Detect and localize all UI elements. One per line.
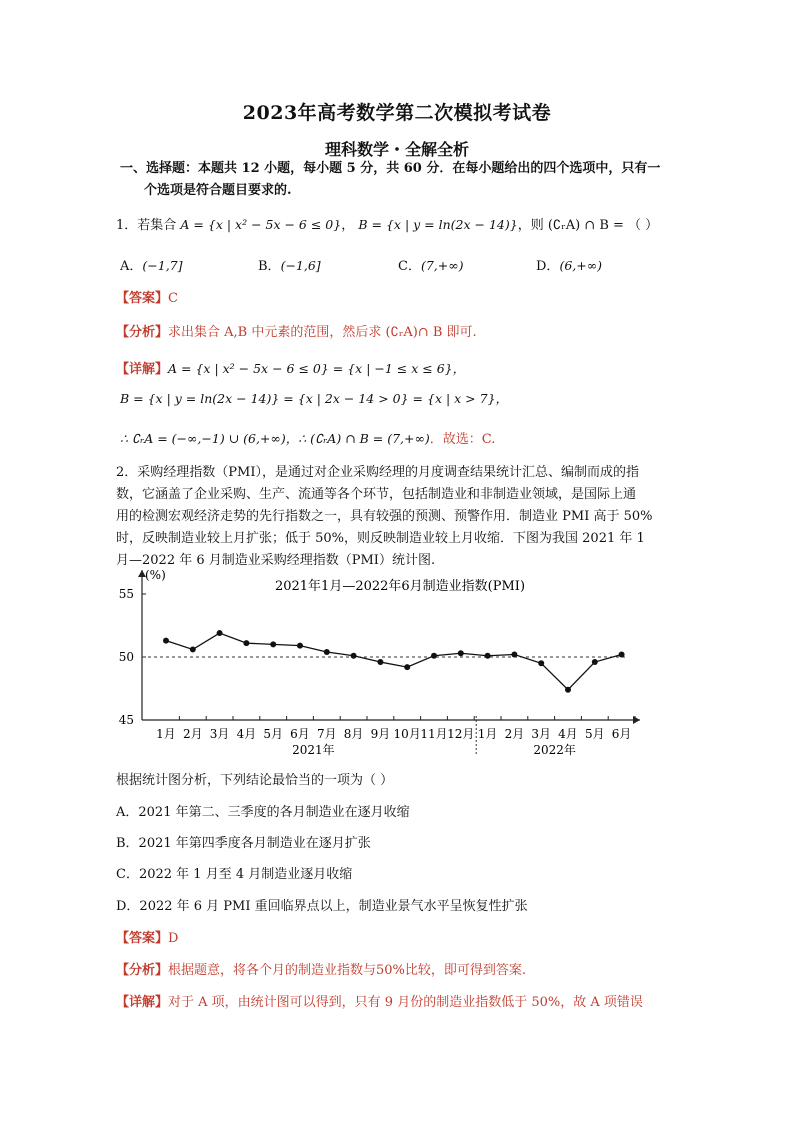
q1-option-c-label: C．	[398, 259, 421, 274]
pmi-data-point	[458, 650, 464, 656]
x-tick-label: 3月	[531, 727, 552, 741]
pmi-data-point	[511, 651, 517, 657]
q1-option-d	[536, 255, 602, 274]
pmi-line-chart	[100, 560, 660, 760]
q2-answer-value: D	[168, 931, 179, 946]
q2-question: 根据统计图分析，下列结论最恰当的一项为（ ）	[116, 773, 394, 788]
page-title: 2023年高考数学第二次模拟考试卷	[242, 102, 552, 124]
q1-option-c	[398, 255, 464, 274]
pmi-data-point	[404, 664, 410, 670]
pmi-data-point	[431, 653, 437, 659]
q1-answer-tag: 【答案】	[116, 291, 169, 306]
q2-detail-tag: 【详解】	[116, 995, 169, 1010]
q1-analysis	[116, 322, 477, 344]
pmi-data-point	[485, 653, 491, 659]
pmi-series-line	[166, 633, 622, 690]
q2-analysis-tag: 【分析】	[116, 963, 169, 978]
q1-option-a-label: A．	[120, 259, 143, 274]
q2-analysis	[116, 960, 526, 982]
pmi-data-point	[217, 630, 223, 636]
q1-detail-tag: 【详解】	[116, 362, 169, 377]
x-tick-label: 6月	[611, 727, 632, 741]
section-instruction-line1: 一、选择题：本题共 12 小题，每小题 5 分，共 60 分．在每小题给出的四个选项中，只有一	[120, 161, 661, 176]
chart-y-axis-unit: (%)	[145, 568, 166, 582]
q1-set-b: B = {x | y = ln(2x − 14)}	[358, 217, 518, 232]
q1-option-d-label: D．	[536, 259, 560, 274]
x-tick-label: 2月	[182, 727, 203, 741]
chart-title: 2021年1月—2022年6月制造业指数(PMI)	[274, 579, 526, 594]
y-tick-label: 45	[118, 713, 134, 727]
q2-detail-text: 对于 A 项，由统计图可以得到，只有 9 月份的制造业指数低于 50%，故 A 项错误	[168, 995, 643, 1010]
x-tick-label: 5月	[263, 727, 284, 741]
x-tick-label: 7月	[316, 727, 337, 741]
x-axis-arrow	[633, 716, 640, 724]
pmi-data-point	[538, 660, 544, 666]
pmi-data-point	[163, 638, 169, 644]
q1-analysis-tag: 【分析】	[116, 325, 169, 340]
q2-detail	[116, 992, 643, 1014]
q2-option-b: B．2021 年第四季度各月制造业在逐月扩张	[116, 836, 371, 851]
pmi-data-point	[324, 649, 330, 655]
page-subtitle: 理科数学・全解全析	[324, 140, 469, 159]
x-tick-label: 12月	[447, 727, 475, 741]
q1-ask: ，则 (∁ᵣA) ∩ B = （ ）	[517, 218, 659, 233]
q2-stem-line3: 用的检测宏观经济走势的先行指数之一，具有较强的预测、预警作用．制造业 PMI 高于 50%	[116, 509, 653, 524]
x-tick-label: 1月	[156, 727, 176, 741]
q1-answer-value: C	[168, 291, 178, 306]
x-tick-label: 5月	[584, 727, 605, 741]
q1-option-b-label: B．	[258, 259, 281, 274]
q1-detail3-end: ．故选：C.	[429, 432, 496, 447]
q2-option-c: C．2022 年 1 月至 4 月制造业逐月收缩	[116, 867, 353, 882]
section-instruction-line2: 个选项是符合题目要求的.	[144, 183, 292, 198]
y-tick-label: 55	[118, 587, 134, 601]
q1-stem-prefix: 1．若集合	[116, 218, 177, 233]
q2-analysis-text: 根据题意，将各个月的制造业指数与50%比较，即可得到答案.	[168, 963, 527, 978]
x-tick-label: 4月	[236, 727, 257, 741]
q2-answer	[116, 928, 178, 950]
pmi-data-point	[619, 651, 625, 657]
q1-option-b-value: (−1,6]	[280, 258, 321, 273]
x-tick-label: 6月	[290, 727, 310, 741]
q1-detail-line2: B = {x | y = ln(2x − 14)} = {x | 2x − 14 > 0} = {x | x > 7}，	[120, 391, 509, 406]
x-tick-label: 4月	[558, 727, 578, 741]
pmi-data-point	[190, 646, 196, 652]
pmi-data-point	[243, 640, 249, 646]
q2-stem-line2: 数，它涵盖了企业采购、生产、流通等各个环节，包括制造业和非制造业领域，是国际上通	[116, 487, 637, 502]
pmi-data-point	[377, 659, 383, 665]
pmi-data-point	[297, 643, 303, 649]
q1-option-a	[120, 255, 183, 274]
x-tick-label: 11月	[420, 727, 448, 741]
q1-set-a: A = {x | x² − 5x − 6 ≤ 0}	[180, 217, 342, 232]
q2-stem-line5: 月—2022 年 6 月制造业采购经理指数（PMI）统计图.	[116, 553, 436, 568]
q1-detail1: A = {x | x² − 5x − 6 ≤ 0} = {x | −1 ≤ x ≤ 6}，	[168, 361, 466, 376]
chart-tick-labels	[119, 587, 632, 757]
x-tick-label: 9月	[370, 727, 391, 741]
q1-option-a-value: (−1,7]	[142, 258, 183, 273]
q2-answer-tag: 【答案】	[116, 931, 169, 946]
x-tick-label: 3月	[209, 727, 230, 741]
x-tick-label: 8月	[343, 727, 364, 741]
q1-stem	[116, 214, 658, 237]
x-tick-label: 10月	[393, 727, 421, 741]
q2-option-a: A．2021 年第二、三季度的各月制造业在逐月收缩	[116, 805, 410, 820]
q1-analysis-text: 求出集合 A,B 中元素的范围，然后求 (∁ᵣA)∩ B 即可.	[168, 325, 477, 340]
q1-detail-line1	[116, 358, 465, 381]
q1-detail3: ∴ ∁ᵣA = (−∞,−1) ∪ (6,+∞)，∴ (∁ᵣA) ∩ B = (7,+∞)	[120, 431, 430, 446]
y-tick-label: 50	[118, 650, 134, 664]
x-tick-label: 1月	[477, 727, 498, 741]
q1-separator: ，	[341, 218, 355, 233]
q2-stem-line4: 时，反映制造业较上月扩张；低于 50%，则反映制造业较上月收缩．下图为我国 2021 年 1	[116, 531, 645, 546]
pmi-data-point	[592, 659, 598, 665]
x-tick-label: 2月	[504, 727, 525, 741]
q1-detail-line3	[120, 428, 495, 451]
q1-option-c-value: (7,+∞)	[420, 258, 464, 273]
year-label-2021: 2021年	[292, 743, 335, 757]
q1-answer	[116, 288, 178, 310]
pmi-data-point	[351, 653, 357, 659]
pmi-data-point	[565, 687, 571, 693]
q1-option-d-value: (6,+∞)	[559, 258, 603, 273]
q2-option-d: D．2022 年 6 月 PMI 重回临界点以上，制造业景气水平呈恢复性扩张	[116, 899, 528, 914]
year-label-2022: 2022年	[533, 743, 576, 757]
chart-marks	[163, 630, 625, 693]
pmi-data-point	[270, 641, 276, 647]
q2-stem-line1: 2．采购经理指数（PMI），是通过对企业采购经理的月度调查结果统计汇总、编制而成的指	[116, 465, 639, 480]
q1-option-b	[258, 255, 321, 274]
